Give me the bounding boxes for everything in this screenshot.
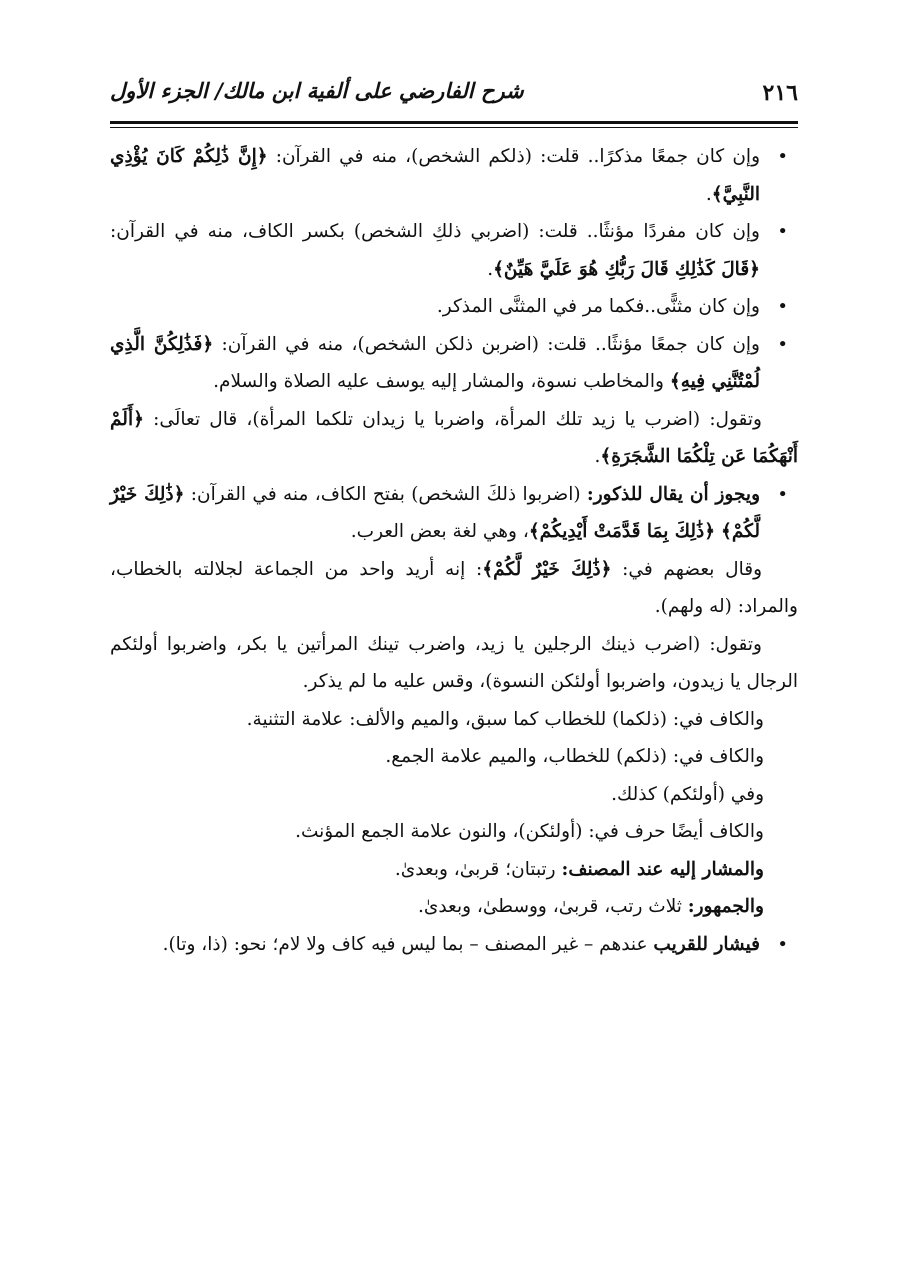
quran-verse: ﴿قَالَ كَذَٰلِكِ قَالَ رَبُّكِ هُوَ عَلَيَّ هَيِّنٌ﴾ bbox=[493, 258, 760, 280]
page-number: ٢١٦ bbox=[762, 80, 798, 106]
bullet-plural-feminine bbox=[110, 326, 798, 401]
quran-verse: ﴿إِنَّ ذَٰلِكُمْ كَانَ يُؤْذِي النَّبِيَّ﴾ bbox=[110, 146, 760, 205]
page-header bbox=[110, 76, 798, 116]
quran-verse: ﴿ذَٰلِكَ خَيْرٌ لَّكُمْ﴾ bbox=[482, 558, 612, 580]
paragraph-dhaynika bbox=[110, 626, 798, 701]
paragraph-tail: : إنه أريد واحد من الجماعة لجلالته بالخطاب، والمراد: (له ولهم). bbox=[110, 558, 798, 617]
quran-verse: ﴿أَلَمْ أَنْهَكُمَا عَن تِلْكُمَا الشَّجَرَةِ﴾ bbox=[110, 408, 798, 467]
paragraph-text: (اضربوا ذلكَ الشخص) بفتح الكاف، منه في القرآن: bbox=[184, 483, 587, 505]
note-author-ranks bbox=[110, 851, 798, 889]
header-rule-thick bbox=[110, 121, 798, 124]
paragraph-text: رتبتان؛ قربىٰ، وبعدىٰ. bbox=[394, 858, 562, 880]
paragraph-text: والكاف في: (ذلكم) للخطاب، والميم علامة الجمع. bbox=[385, 746, 764, 767]
note-dhalikum bbox=[110, 738, 798, 776]
paragraph-tail: . bbox=[487, 258, 494, 280]
paragraph-text: وفي (أولئكم) كذلك. bbox=[611, 783, 764, 805]
page-body bbox=[110, 138, 798, 963]
paragraph-text: عندهم – غير المصنف – بما ليس فيه كاف ولا لام؛ نحو: (ذا، وتا). bbox=[162, 933, 654, 955]
paragraph-text: وتقول: (اضرب يا زيد تلك المرأة، واضربا يا زيدان تلكما المرأة)، قال تعالَى: bbox=[143, 408, 762, 430]
quran-verse: ﴿ذَٰلِكَ خَيْرٌ لَّكُمْ﴾ bbox=[110, 483, 760, 542]
paragraph-tail: . bbox=[705, 183, 712, 205]
paragraph-text: وتقول: (اضرب ذينك الرجلين يا زيد، واضرب تينك المرأتين يا بكر، واضربوا أولئكم الرجال يا زيدون، واضربوا أولئكن النسوة)، وقس عليه ما لم يذكر. bbox=[110, 633, 798, 692]
paragraph-tail: . bbox=[594, 446, 601, 467]
bullet-plural-masculine bbox=[110, 138, 798, 213]
paragraph-text: وإن كان جمعًا مؤنثًا.. قلت: (اضربن ذلكن الشخص)، منه في القرآن: bbox=[213, 333, 760, 355]
paragraph-tilka bbox=[110, 401, 798, 476]
quran-verse: ﴿فَذَٰلِكُنَّ الَّذِي لُمْتُنَّنِي فِيهِ﴾ bbox=[110, 333, 760, 392]
note-ulaikum bbox=[110, 776, 798, 814]
paragraph-text: ثلاث رتب، قربىٰ، ووسطىٰ، وبعدىٰ. bbox=[417, 896, 688, 917]
note-lead: والمشار إليه عند المصنف: bbox=[561, 858, 764, 880]
bullet-lead: ويجوز أن يقال للذكور: bbox=[586, 483, 761, 505]
paragraph-tail: والمخاطب نسوة، والمشار إليه يوسف عليه الصلاة والسلام. bbox=[213, 371, 670, 392]
paragraph-text: وقال بعضهم في: bbox=[611, 558, 763, 580]
running-title: شرح الفارضي على ألفية ابن مالك/ الجزء الأول bbox=[110, 78, 524, 103]
paragraph-text: والكاف أيضًا حرف في: (أولئكن)، والنون علامة الجمع المؤنث. bbox=[295, 821, 764, 842]
header-rule-thin bbox=[110, 127, 798, 128]
paragraph-text: وإن كان مثنًّى..فكما مر في المثنَّى المذكر. bbox=[436, 296, 760, 317]
bullet-lead: فيشار للقريب bbox=[653, 933, 760, 955]
bullet-singular-feminine bbox=[110, 213, 798, 288]
quran-verse: ﴿ذَٰلِكَ بِمَا قَدَّمَتْ أَيْدِيكُمْ﴾ bbox=[528, 521, 716, 542]
note-dhalikuma bbox=[110, 701, 798, 739]
bullet-near-reference bbox=[110, 926, 798, 964]
paragraph-text: والكاف في: (ذلكما) للخطاب كما سبق، والميم والألف: علامة التثنية. bbox=[246, 708, 764, 730]
paragraph-some-said bbox=[110, 551, 798, 626]
note-ulaikunna bbox=[110, 813, 798, 851]
bullet-masculine-plural-fath bbox=[110, 476, 798, 551]
bullet-dual bbox=[110, 288, 798, 326]
note-majority-ranks bbox=[110, 888, 798, 926]
paragraph-text: وإن كان جمعًا مذكرًا.. قلت: (ذلكم الشخص)، منه في القرآن: bbox=[267, 146, 761, 167]
paragraph-tail: ، وهي لغة بعض العرب. bbox=[350, 521, 529, 542]
note-lead: والجمهور: bbox=[687, 896, 764, 917]
paragraph-text: وإن كان مفردًا مؤنثًا.. قلت: (اضربي ذلكِ الشخص) بكسر الكاف، منه في القرآن: bbox=[110, 221, 760, 242]
